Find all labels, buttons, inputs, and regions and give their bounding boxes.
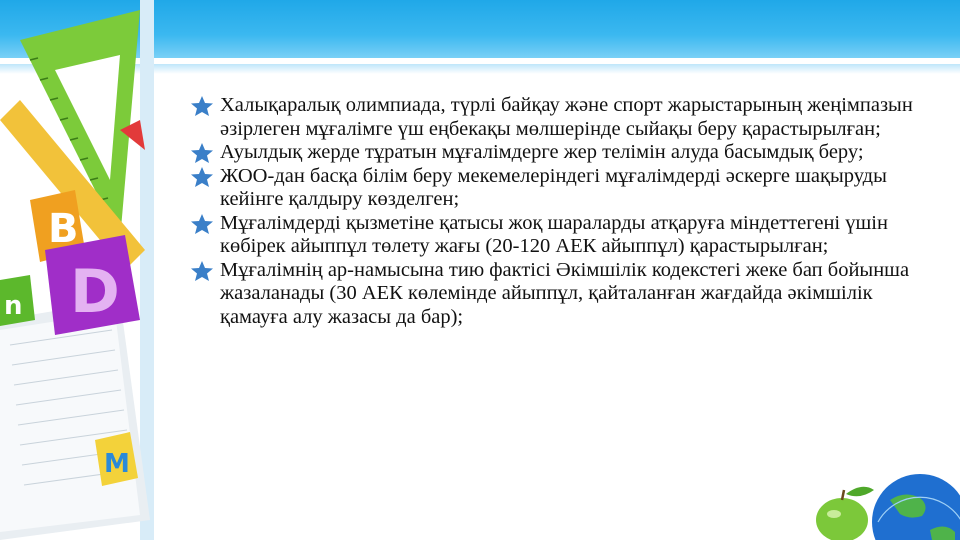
svg-text:B: B [48,206,79,252]
bullet-item-2 [190,141,930,165]
svg-text:D: D [70,257,120,327]
bullet-item-4 [190,212,930,259]
bullet-list [190,94,930,329]
bullet-item-3 [190,165,930,212]
bullet-text-4: Мұғалімдерді қызметіне қатысы жоқ шараларды атқаруға міндеттегені үшін көбірек айыппұл төлету жағы (20-120 АЕК айыппұл) қарастырылған; [220,211,888,257]
school-supplies-illustration [0,0,160,540]
bullet-item-1 [190,94,930,141]
star-icon [190,95,214,117]
bullet-text-5: Мұғалімнің ар-намысына тию фактісі Әкімшілік кодекстегі жеке бап бойынша жазаланады (30 АЕК көлемінде айыппұл, қайталанған жағдайда әкімшілік қамауға алу жазасы да бар); [220,258,910,328]
bullet-item-5 [190,259,930,330]
star-icon [190,260,214,282]
bullet-text-3: ЖОО-дан басқа білім беру мекемелеріндегі мұғалімдерді әскерге шақыруды кейінге қалдыру көзделген; [220,164,887,210]
bullet-text-2: Ауылдық жерде тұратын мұғалімдерге жер телімін алуда басымдық беру; [220,141,864,163]
svg-text:n: n [4,291,23,321]
apple-and-globe-illustration [750,460,960,540]
star-icon [190,142,214,164]
star-icon [190,166,214,188]
svg-text:M: M [104,449,130,479]
bullet-text-1: Халықаралық олимпиада, түрлі байқау және спорт жарыстарының жеңімпазын әзірлеген мұғалімге үш еңбекақы мөлшерінде сыйақы беру қарастырылған; [220,94,913,140]
star-icon [190,213,214,235]
